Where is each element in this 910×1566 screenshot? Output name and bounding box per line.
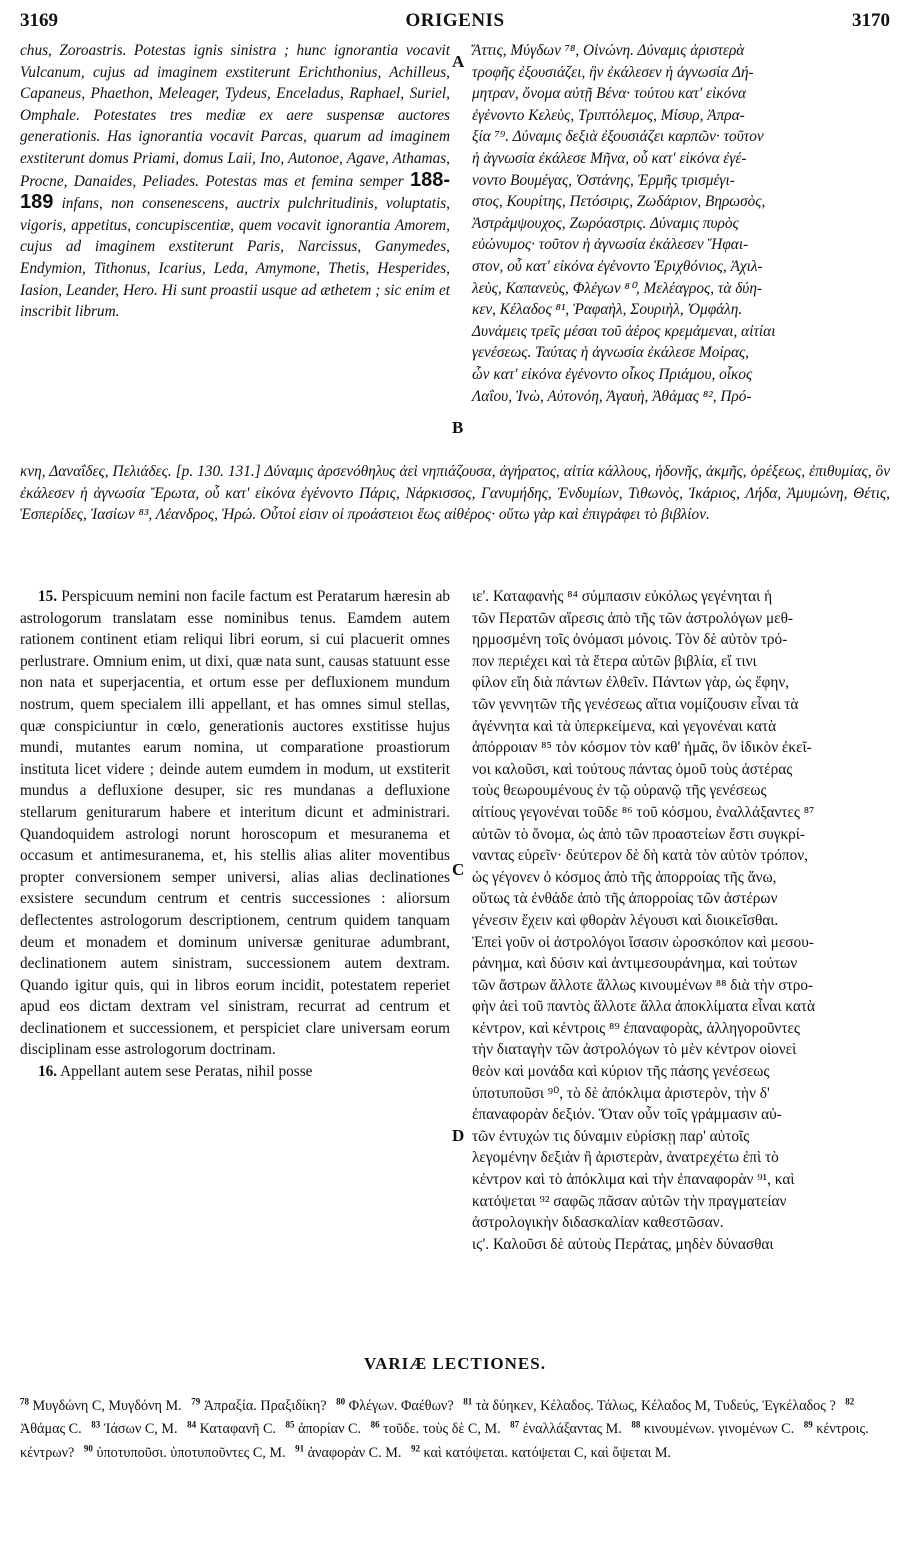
note-text: κέντροις. κέντρων?: [20, 1421, 869, 1462]
note-text: τοῦδε. τοὺς δὲ C, M.: [379, 1421, 501, 1438]
variant-note: [463, 1398, 836, 1414]
section-number-15: 15.: [38, 588, 58, 605]
greek-line: φίλον εἴη διὰ πάντων ἐλθεῖν. Πάντων γὰρ, ὡς ἔφην,: [472, 674, 790, 692]
greek-line: φὴν ἀεὶ τοῦ παντὸς ἄλλοτε ἄλλα ἀποκλίματα εἶναι κατὰ: [472, 998, 816, 1016]
variant-note: [295, 1445, 401, 1461]
greek-full-width-passage: κνη, Δαναΐδες, Πελιάδες. [p. 130. 131.] Δύναμις ἀρσενόθηλυς ἀεὶ νηπιάζουσα, ἀγήρατος, αἰτία κάλλους, ἡδονῆς, ἀκμῆς, ὀρέξεως, ἐπιθυμίας, ὃν ἐκάλεσεν ἡ ἀγνωσία Ἔρωτα, οὗ κατ' εἰκόνα ἐγένοντο Πάρις, Νάρκισσος, Γανυμήδης, Ἐνδυμίων, Τιθωνὸς, Ἰκάριος, Λήδα, Ἀμυμώνη, Θέτις, Ἑσπερίδες, Ἰασίων ⁸³, Λέανδρος, Ἡρώ. Οὗτοί εἰσιν οἱ προάστειοι ἕως αἰθέρος· οὕτω γὰρ καὶ ἐπιγράφει τὸ βιβλίον.: [20, 463, 890, 524]
greek-line: στον, οὗ κατ' εἰκόνα ἐγένοντο Ἐριχθόνιος, Ἀχιλ-: [472, 257, 763, 275]
note-number: 92: [410, 1443, 420, 1454]
greek-line: Ἄττις, Μύγδων ⁷⁸, Οἰνώνη. Δύναμις ἀριστερὰ: [472, 42, 745, 59]
latin-column-top: [20, 40, 450, 323]
greek-line: τῶν ἐντυχών τις δύναμιν εὑρίσκῃ παρ' αὐτοῖς: [472, 1127, 750, 1145]
greek-line: νοι καλοῦσι, καὶ τούτους πάντας ὁμοῦ τοὺς ἀστέρας: [472, 760, 793, 778]
greek-line: ἡ ἀγνωσία ἐκάλεσε Μῆνα, οὗ κατ' εἰκόνα ἐγέ-: [472, 149, 747, 167]
note-number: 81: [463, 1396, 473, 1406]
note-text: ἐναλλάξαντας M.: [519, 1421, 622, 1438]
latin-section-15: [20, 586, 450, 1061]
note-text: Ἀθάμας C.: [20, 1421, 82, 1438]
note-text: Ἰάσων C, M.: [100, 1421, 178, 1438]
note-number: 86: [370, 1419, 380, 1430]
greek-line: ράνημα, καὶ δύσιν καὶ ἀντιμεσουράνημα, καὶ τούτων: [472, 955, 798, 973]
note-text: Μυγδώνη C, Μυγδόνη M.: [29, 1397, 182, 1414]
margin-letter-c: C: [452, 860, 465, 879]
greek-line: ἀγέννητα καὶ τὰ ὑπερκείμενα, καὶ γεγονέναι κατὰ: [472, 717, 777, 735]
left-column-number: 3169: [20, 10, 58, 31]
greek-line: μητραν, ὄνομα αὐτῇ Βένα· τούτου κατ' εἰκόνα: [472, 85, 747, 103]
variant-readings: [20, 1392, 890, 1463]
greek-line: ἐπαναφορὰν δεξιόν. Ὅταν οὖν τοῖς γράμμασιν αὐ-: [472, 1106, 782, 1124]
margin-letter-b: B: [452, 418, 464, 437]
greek-line: τὴν διαταγὴν τῶν ἀστρολόγων τὸ μὲν κέντρον οἱονεὶ: [472, 1041, 797, 1059]
note-number: 88: [631, 1419, 641, 1430]
greek-line: κεν, Κέλαδος ⁸¹, Ῥαφαὴλ, Σουριὴλ, Ὀμφάλη.: [472, 301, 743, 319]
greek-line: αἰτίους γεγονέναι τοῦδε ⁸⁶ τοῦ κόσμου, ἐναλλάξαντες ⁸⁷: [472, 803, 815, 821]
note-text: καὶ κατόψεται. κατόψεται C, καὶ ὄψεται M.: [419, 1445, 672, 1462]
greek-line: Ἀστράμψουχος, Ζωρόαστρις. Δύναμις πυρὸς: [472, 214, 739, 232]
note-number: 90: [83, 1443, 93, 1454]
variant-note: [91, 1421, 177, 1437]
greek-line: τοὺς θεωρουμένους ἐν τῷ οὐρανῷ τῆς γενέσεως: [472, 782, 767, 800]
greek-line: κέντρον καὶ τὸ ἀπόκλιμα καὶ τὴν ἐπαναφορὰν ⁹¹, καὶ: [472, 1171, 795, 1189]
variant-note: [371, 1421, 501, 1437]
latin-text-top-b: infans, non consenescens, auctrix pulchritudinis, voluptatis, vigoris, appetitus, concupiscentiæ, quem vocavit ignorantia Amorem, cujus ad imaginem exstiterunt Paris, Narcissus, Ganymedes, Endymion, Tithonus, Icarius, Leda, Amymone, Thetis, Hesperides, Iasion, Leander, Hero. Hi sunt proastii usque ad æthetem ; sic enim et inscribit librum.: [20, 195, 450, 321]
greek-line: εὐώνυμος· τοῦτον ἡ ἀγνωσία ἐκάλεσεν Ἥφαι-: [472, 236, 749, 254]
note-number: 80: [336, 1396, 346, 1406]
latin-section-16-text: Appellant autem sese Peratas, nihil posse: [60, 1063, 313, 1081]
greek-line: Λαΐου, Ἰνὼ, Αὐτονόη, Ἀγαυὴ, Ἀθάμας ⁸², Πρό-: [472, 387, 752, 405]
greek-line: κατόψεται ⁹² σαφῶς πᾶσαν αὐτῶν τὴν πραγματείαν: [472, 1192, 787, 1210]
running-title: ORIGENIS: [405, 10, 505, 31]
latin-section-16: [20, 1061, 450, 1083]
greek-line: γένεσιν ἔχειν καὶ φθορὰν λέγουσι καὶ διοικεῖσθαι.: [472, 911, 779, 929]
note-number: 91: [295, 1443, 305, 1454]
greek-line: τροφῆς ἐξουσιάζει, ἣν ἐκάλεσεν ἡ ἀγνωσία Δή-: [472, 63, 754, 81]
note-text: ἀπορίαν C.: [294, 1421, 362, 1438]
greek-line: ὡς γέγονεν ὁ κόσμος ἀπὸ τῆς ἀπορροίας τῆς ἄνω,: [472, 868, 777, 886]
variant-note: [84, 1445, 286, 1461]
greek-line: ὧν κατ' εἰκόνα ἐγένοντο οἶκος Πριάμου, οἶκος: [472, 365, 753, 383]
greek-line: κέντρον, καὶ κέντροις ⁸⁹ ἐπαναφορὰς, ἀλληγοροῦντες: [472, 1019, 800, 1037]
greek-line: Δυνάμεις τρεῖς μέσαι τοῦ ἀέρος κρεμάμεναι, αἰτίαι: [472, 322, 776, 340]
greek-line: λεὺς, Καπανεὺς, Φλέγων ⁸⁰, Μελέαγρος, τὰ δύη-: [472, 279, 763, 297]
variant-note: [20, 1398, 182, 1414]
note-text: τὰ δύηκεν, Κέλαδος. Τάλως, Κέλαδος M, Τυδεύς, Ἐγκέλαδος ?: [472, 1397, 836, 1414]
variant-note: [286, 1421, 362, 1437]
greek-line: ιϛ'. Καλοῦσι δὲ αὐτοὺς Περάτας, μηδὲν δύνασθαι: [472, 1235, 774, 1253]
greek-column-top: [472, 40, 892, 407]
note-number: 82: [845, 1396, 855, 1406]
note-text: κινουμένων. γινομένων C.: [640, 1421, 795, 1438]
latin-column-bottom: [20, 586, 450, 1083]
variant-note: [191, 1398, 326, 1414]
greek-line: γενέσεως. Ταύτας ἡ ἀγνωσία ἐκάλεσε Μοίρας,: [472, 344, 750, 362]
note-text: ὑποτυποῦσι. ὑποτυποῦντες C, M.: [92, 1445, 286, 1462]
greek-line: τῶν γεννητῶν τῆς γενέσεως αἴτια νομίζουσιν εἶναι τὰ: [472, 695, 799, 713]
variant-note: [631, 1421, 794, 1437]
latin-text-top-a: chus, Zoroastris. Potestas ignis sinistra ; hunc ignorantia vocavit Vulcanum, cujus ad imaginem exstiterunt Erichthonius, Achilleus, Capaneus, Phaethon, Meleager, Tydeus, Enceladus, Raphael, Suriel, Omphale. Potestates tres mediæ ex aere suspensæ auctores generationis. Has ignorantia vocavit Parcas, quarum ad imaginem exstiterunt domus Priami, domus Laii, Ino, Autonoe, Agave, Athamas, Procne, Danaides, Peliades. Potestas mas et femina semper: [20, 42, 450, 190]
column-numbers: 188-189: [20, 168, 450, 214]
greek-line: ναντας εὑρεῖν· δεύτερον δὲ δὴ κατὰ τὸν αὐτὸν τρόπον,: [472, 847, 808, 865]
margin-letter-d: D: [452, 1126, 465, 1145]
greek-line: ἀπόρροιαν ⁸⁵ τὸν κόσμον τὸν καθ' ἡμᾶς, ὃν ἰδικὸν ἐκεῖ-: [472, 739, 812, 757]
variant-note: [336, 1398, 453, 1414]
greek-line: Ἐπεὶ γοῦν οἱ ἀστρολόγοι ἴσασιν ὡροσκόπον καὶ μεσου-: [472, 933, 814, 951]
section-number-16: 16.: [38, 1063, 58, 1081]
page-header: [20, 10, 890, 36]
note-number: 85: [285, 1419, 295, 1430]
note-number: 89: [803, 1419, 813, 1430]
note-text: Ἀπραξία. Πραξιδίκη?: [200, 1397, 327, 1414]
note-number: 87: [510, 1419, 520, 1430]
greek-line: οὕτως τὰ ἐνθάδε ἀπὸ τῆς ἀπορροίας τῶν ἀστέρων: [472, 890, 778, 908]
note-number: 83: [91, 1419, 101, 1430]
greek-line: αὐτῶν τὸ ὄνομα, ὡς ἀπὸ τῶν προαστείων ἔστι συγκρί-: [472, 825, 806, 843]
note-number: 84: [187, 1419, 197, 1430]
greek-line: ὑποτυποῦσι ⁹⁰, τὸ δὲ ἀπόκλιμα ἀριστερὸν, τὴν δ': [472, 1084, 770, 1102]
greek-line: λεγομένην δεξιὰν ἢ ἀριστερὰν, ἀνατρεχέτω ἐπὶ τὸ: [472, 1149, 779, 1167]
note-text: Καταφανῆ C.: [196, 1421, 276, 1438]
greek-column-bottom: [472, 586, 892, 1255]
note-text: ἀναφορὰν C. M.: [304, 1445, 402, 1462]
greek-line: θεὸν καὶ μονάδα καὶ κύριον τῆς πάσης γενέσεως: [472, 1063, 770, 1081]
variant-note: [411, 1445, 671, 1461]
variant-note: [510, 1421, 622, 1437]
margin-letter-a: A: [452, 52, 465, 71]
latin-section-15-text: Perspicuum nemini non facile factum est Peratarum hæresin ab astrologorum translatam esse nominibus tenus. Eamdem autem rationem continent etiam reliqui libri eorum, si cui placuerit omnes perlustrare. Omnium enim, ut dixi, quæ nata sunt, causas statuunt esse non nata et superjacentia, et ortum esse per defluxionem mundum nostrum, quem specialem illi appellant, et has omnes simul stellas, quæ conspiciuntur in cœlo, generationis auctores exstitisse hujus mundi, mutantes earum nomina, ut comparatione proastiorum instituta licet videre ; deinde autem eumdem in modum, ut exstiterit mundus a defluxione desuper, sic res mundanas a defluxione stellarum geniturarum habere et interitum dicunt et administrari. Quandoquidem astrologi norunt horoscopum et mesuranema et occasum et antimesuranema, et, his stellis alias aliter moventibus propter conversionem semper universi, alias alias declinationes exsistere secundum centrum et centris successiones : aliorsum deflectentes astrologorum descriptionem, centrum quidem tanquam deum et monadem et dominum universæ geniturae adumbrant, declinationem autem sinistram, successionem autem dextram. Quando igitur quis, qui in libros eorum incidit, potestatem reperiet apud eos dictam dextram vel sinistram, recurrat ad centrum et declinationem et successionem, et perspiciet clare universam eorum disciplinam esse astrologorum doctrinam.: [20, 588, 451, 1059]
greek-line: ἐγένοντο Κελεὺς, Τριπτόλεμος, Μίσυρ, Ἀπρα-: [472, 106, 745, 124]
note-number: 78: [20, 1396, 29, 1406]
greek-line: στος, Κουρίτης, Πετόσιρις, Ζωδάριον, Βηρωσὸς,: [472, 193, 766, 211]
variae-lectiones-heading: VARIÆ LECTIONES.: [364, 1354, 546, 1373]
greek-line: τῶν Περατῶν αἵρεσις ἀπὸ τῆς τῶν ἀστρολόγων μεθ-: [472, 609, 794, 627]
note-text: Φλέγων. Φαέθων?: [345, 1397, 454, 1414]
greek-line: τῶν ἄστρων ἄλλοτε ἄλλως κινουμένων ⁸⁸ διὰ τὴν στρο-: [472, 976, 814, 994]
greek-line: ιε'. Καταφανὴς ⁸⁴ σύμπασιν εὐκόλως γεγένηται ἡ: [472, 588, 773, 605]
variant-note: [187, 1421, 276, 1437]
right-column-number: 3170: [852, 10, 890, 31]
greek-line: νοντο Βουμέγας, Ὀστάνης, Ἑρμῆς τρισμέγι-: [472, 171, 735, 189]
greek-line: ηρμοσμένη τοῖς ὀνόμασι μόνοις. Τὸν δὲ αὐτὸν τρό-: [472, 631, 788, 649]
note-number: 79: [191, 1396, 201, 1406]
greek-line: ξία ⁷⁹. Δύναμις δεξιὰ ἐξουσιάζει καρπῶν· τοῦτον: [472, 128, 764, 146]
greek-line: ἀστρολογικὴν διδασκαλίαν καθεστῶσαν.: [472, 1214, 724, 1232]
greek-line: πον περιέχει καὶ τὰ ἕτερα αὐτῶν βιβλία, εἴ τινι: [472, 652, 757, 670]
